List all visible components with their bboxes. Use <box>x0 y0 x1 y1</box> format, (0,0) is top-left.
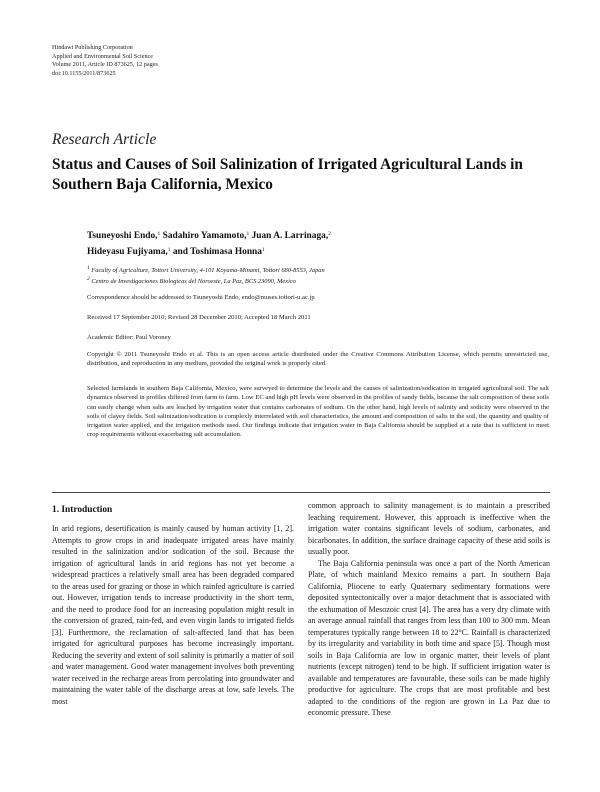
publisher-line: Hindawi Publishing Corporation <box>52 44 133 51</box>
journal-header <box>52 44 352 78</box>
author-name: Sadahiro Yamamoto, <box>160 231 247 241</box>
author-name: and Toshimasa Honna <box>170 246 262 257</box>
body-paragraph: common approach to salinity management is to maintain a prescribed leaching requirement. However, this approach is ineffective when the irrigation water contains significant levels of sodium, carbonates, and bicarbonates. In addition, the surface drainage capacity of these arid soils is usually poor. <box>308 501 550 556</box>
author-affil-mark: 1 <box>167 246 171 253</box>
academic-editor: Academic Editor: Paul Voroney <box>87 334 171 341</box>
correspondence: Correspondence should be addressed to Tsuneyoshi Endo, endo@muses.tottori-u.ac.jp <box>87 294 315 301</box>
journal-name: Applied and Environmental Soil Science <box>52 52 154 60</box>
paper-title: Status and Causes of Soil Salinization of Irrigated Agricultural Lands in Southern Baja California, Mexico <box>52 156 523 193</box>
copyright-notice: Copyright © 2011 Tsuneyoshi Endo et al. This is an open access article distributed under the Creative Commons Attribution License, which permits unrestricted use, distribution, and reproduction in any medium, provided the original work is properly cited. <box>87 351 549 368</box>
body-paragraph: In arid regions, desertification is mainly caused by human activity [1, 2]. Attempts to grow crops in arid inadequate irrigated areas have mainly resulted in the salinization and/or sodication of the soil. Because the irrigation of agricultural lands in arid regions has not yet become a widespread practices a relatively small area has been degraded compared to the areas used for grazing or those in which rainfed agriculture is carried out. However, irrigation tends to increase productivity in the short term, and the need to produce food for an increasing population might result in the conversion of grazed, rain-fed, and even virgin lands to irrigated fields [3]. Furthermore, the reclamation of salt-affected land that has been irrigated for agricultural purposes has become increasingly important. Reducing the severity and extent of soil salinity is primarily a matter of soil and water management. Good water management involves both preventing water received in the recharge areas from percolating into groundwater and maintaining the water table of the discharge areas at low, safe levels. The most <box>52 524 294 706</box>
abstract: Selected farmlands in southern Baja California, Mexico, were surveyed to determine the levels and the causes of salinization/sodication in irrigated agricultural soil. The salt dynamics observed in profiles differed from farm to farm. Low EC and high pH levels were observed in the profiles of sandy fields, because the salt composition of these soils can easily change when salts are leached by irrigation water that contains carbonates of sodium. On the other hand, high levels of salinity and sodicity were observed in the soils of clayey fields. Soil salinization/sodication is complexly interrelated with soil characteristics, the amount and composition of salts in the soil, the quantity and quality of irrigation water applied, and the irrigation methods used. Our findings indicate that irrigation water in Baja California should be supplied at a rate that is sufficient to meet crop requirements without exacerbating salt accumulation. <box>87 385 549 439</box>
volume-line: Volume 2011, Article ID 873625, 12 pages <box>52 61 158 69</box>
author-affil-mark: 1 <box>261 246 265 253</box>
received-dates: Received 17 September 2010; Revised 28 December 2010; Accepted 18 March 2011 <box>87 314 311 321</box>
article-type: Research Article <box>52 131 157 148</box>
body-column-right <box>308 500 550 719</box>
author-name: Hideyasu Fujiyama, <box>87 246 168 257</box>
author-affil-mark: 2 <box>328 231 331 237</box>
doi-line: doi:10.1155/2011/873625 <box>52 69 116 77</box>
author-name: Juan A. Larrinaga, <box>249 231 329 241</box>
affiliation-item: $^1$ Faculty of Agriculture, Tottori University, 4-101 Koyama-Minami, Tottori 680-8553, Japan <box>87 265 325 274</box>
author-affil-mark: 1 <box>157 231 161 237</box>
affiliation-item: $^2$ Centro de Investigaciones Biologicas del Noroeste, La Paz, BCS 23090, Mexico <box>87 276 296 286</box>
section-heading: 1. Introduction <box>52 505 113 515</box>
section-divider <box>52 492 550 493</box>
author-list <box>87 228 507 259</box>
body-column-left <box>52 523 294 707</box>
affiliations <box>87 264 547 287</box>
author-affil-mark: 1 <box>246 231 250 237</box>
body-paragraph: The Baja California peninsula was once a part of the North American Plate, of which mainland Mexico remains a part. In southern Baja California, Pliocene to early Quaternary sedimentary formations were deposited syntectonically over a major detachment that is associated with the exhumation of Mesozoic crust [4]. The area has a very dry climate with an average annual rainfall that ranges from less than 100 to 300 mm. Mean temperatures typically range between 18 to 22°C. Rainfall is characterized by its irregularity and variability in both time and space [5]. Though most soils in Baja California are low in organic matter, their levels of plant nutrients (except nitrogen) tend to be high. If sufficient irrigation water is available and temperatures are favourable, these soils can be made highly productive for agriculture. The crops that are most profitable and best adapted to the conditions of the region are grown in La Paz due to economic pressure. These <box>308 558 550 717</box>
author-name: Tsuneyoshi Endo, <box>87 231 158 241</box>
